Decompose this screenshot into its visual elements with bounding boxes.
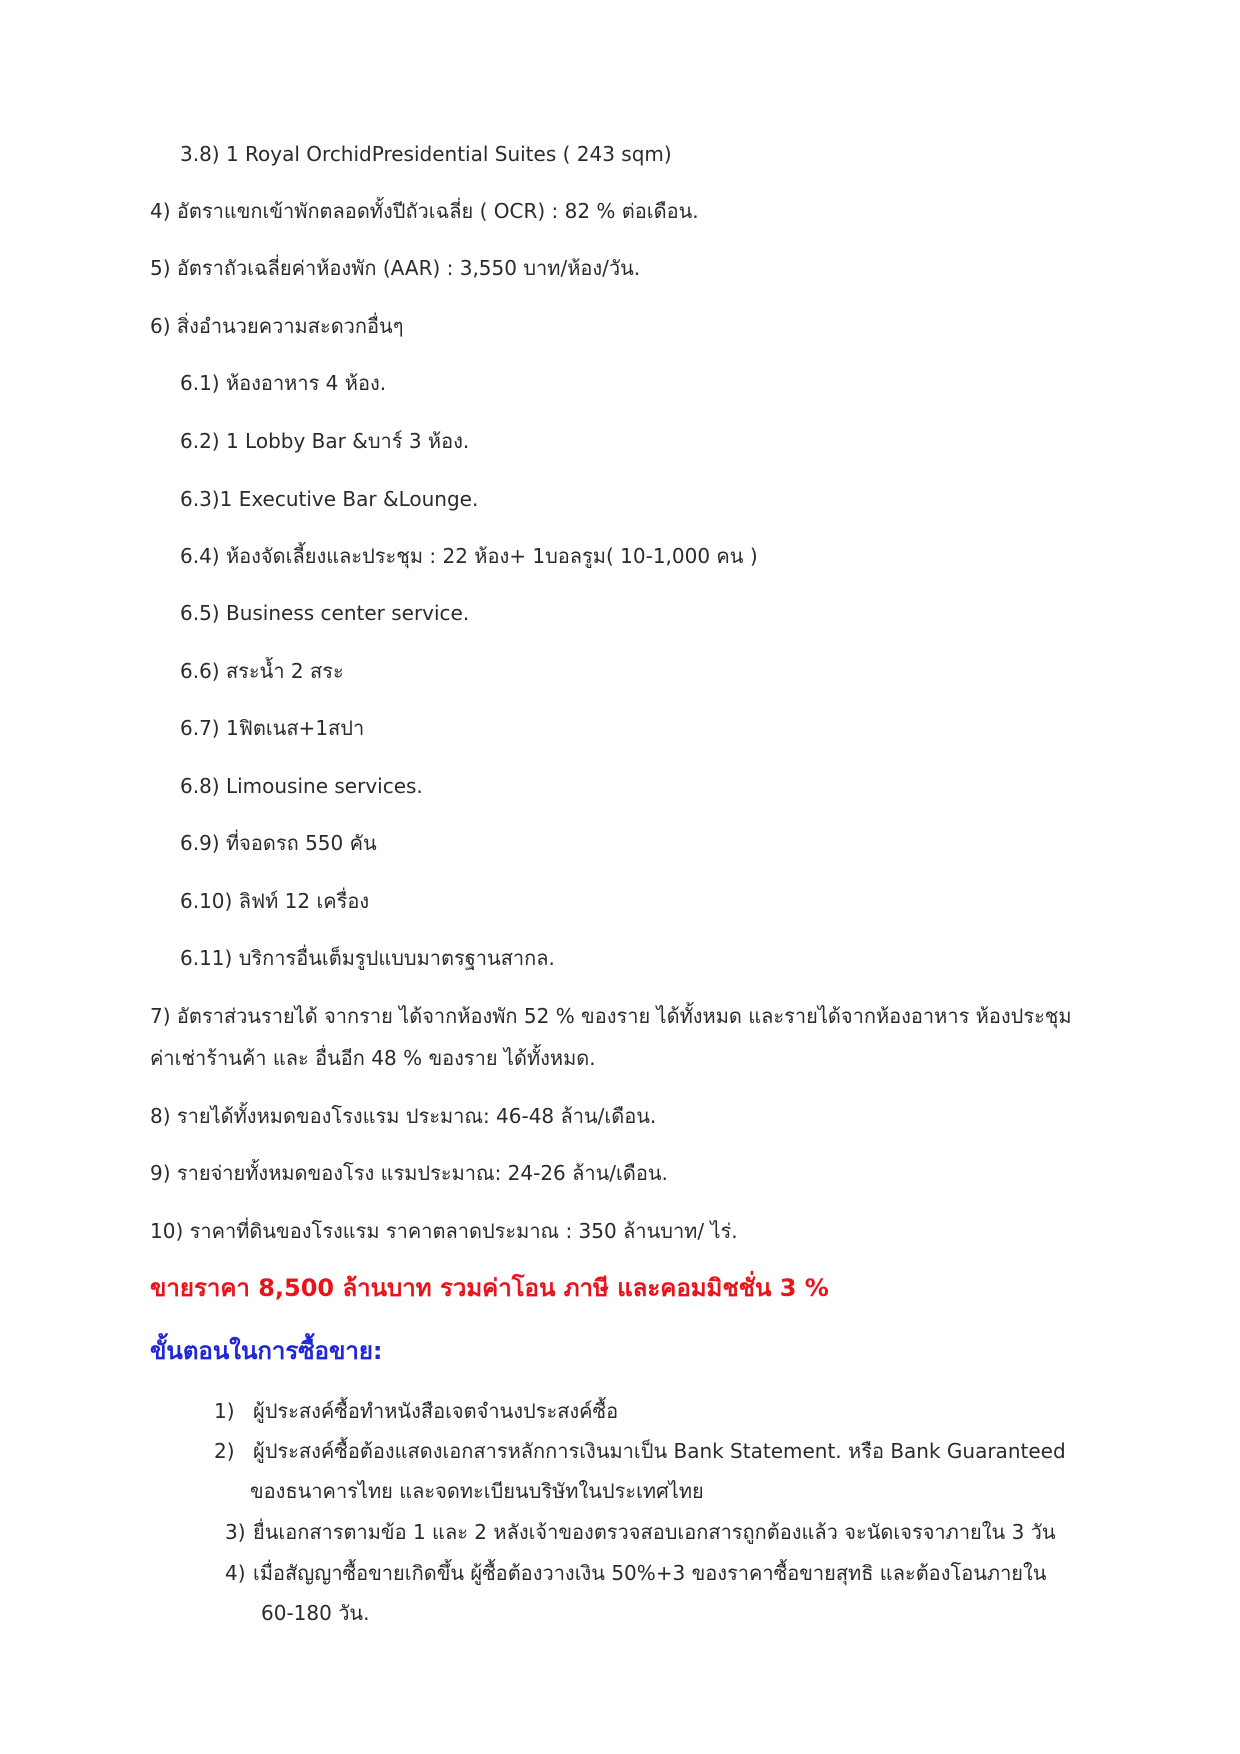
item-6-7: 6.7) 1ฟิตเนส+1สปา xyxy=(180,716,365,740)
step-3-text: ยื่นเอกสารตามข้อ 1 และ 2 หลังเจ้าของตรวจสอบเอกสารถูกต้องแล้ว จะนัดเจรจาภายใน 3 วัน xyxy=(253,1520,1056,1544)
item-6-1: 6.1) ห้องอาหาร 4 ห้อง. xyxy=(180,371,387,395)
step-3-number: 3) xyxy=(225,1520,246,1544)
item-6-3: 6.3)1 Executive Bar &Lounge. xyxy=(180,487,479,511)
item-4: 4) อัตราแขกเข้าพักตลอดทั้งปีถัวเฉลี่ย ( OCR) : 82 % ต่อเดือน. xyxy=(150,199,699,223)
item-6-11: 6.11) บริการอื่นเต็มรูปแบบมาตรฐานสากล. xyxy=(180,946,555,970)
sale-price-headline: ขายราคา 8,500 ล้านบาท รวมค่าโอน ภาษี และคอมมิชชั่น 3 % xyxy=(150,1274,829,1302)
item-6-8: 6.8) Limousine services. xyxy=(180,774,423,798)
item-8: 8) รายได้ทั้งหมดของโรงแรม ประมาณ: 46-48 ล้าน/เดือน. xyxy=(150,1104,657,1128)
item-6-9: 6.9) ที่จอดรถ 550 คัน xyxy=(180,831,377,855)
item-3-8: 3.8) 1 Royal OrchidPresidential Suites ( 243 sqm) xyxy=(180,142,672,166)
item-6-2: 6.2) 1 Lobby Bar &บาร์ 3 ห้อง. xyxy=(180,429,470,453)
item-6-10: 6.10) ลิฟท์ 12 เครื่อง xyxy=(180,889,370,913)
steps-heading: ขั้นตอนในการซื้อขาย: xyxy=(150,1337,383,1365)
step-2-text: ผู้ประสงค์ซื้อต้องแสดงเอกสารหลักการเงินมาเป็น Bank Statement. หรือ Bank Guaranteed xyxy=(253,1439,1066,1463)
item-6-5: 6.5) Business center service. xyxy=(180,601,470,625)
item-7-line1: 7) อัตราส่วนรายได้ จากราย ได้จากห้องพัก 52 % ของราย ได้ทั้งหมด และรายได้จากห้องอาหาร ห้องประชุม xyxy=(150,1004,1072,1028)
step-1-text: ผู้ประสงค์ซื้อทำหนังสือเจตจำนงประสงค์ซื้อ xyxy=(253,1399,619,1423)
item-7-line2: ค่าเช่าร้านค้า และ อื่นอีก 48 % ของราย ได้ทั้งหมด. xyxy=(150,1046,596,1070)
item-10: 10) ราคาที่ดินของโรงแรม ราคาตลาดประมาณ : 350 ล้านบาท/ ไร่. xyxy=(150,1219,738,1243)
step-2-number: 2) xyxy=(214,1439,235,1463)
item-6: 6) สิ่งอำนวยความสะดวกอื่นๆ xyxy=(150,314,404,338)
item-5: 5) อัตราถัวเฉลี่ยค่าห้องพัก (AAR) : 3,550 บาท/ห้อง/วัน. xyxy=(150,256,641,280)
step-2-text-cont: ของธนาคารไทย และจดทะเบียนบริษัทในประเทศไทย xyxy=(250,1479,704,1503)
step-1-number: 1) xyxy=(214,1399,235,1423)
step-4-text: เมื่อสัญญาซื้อขายเกิดขึ้น ผู้ซื้อต้องวางเงิน 50%+3 ของราคาซื้อขายสุทธิ และต้องโอนภายใน xyxy=(253,1561,1047,1585)
item-6-6: 6.6) สระน้ำ 2 สระ xyxy=(180,659,344,683)
item-6-4: 6.4) ห้องจัดเลี้ยงและประชุม : 22 ห้อง+ 1บอลรูม( 10-1,000 คน ) xyxy=(180,544,758,568)
step-4-text-cont: 60-180 วัน. xyxy=(261,1601,370,1625)
item-9: 9) รายจ่ายทั้งหมดของโรง แรมประมาณ: 24-26 ล้าน/เดือน. xyxy=(150,1161,668,1185)
step-4-number: 4) xyxy=(225,1561,246,1585)
